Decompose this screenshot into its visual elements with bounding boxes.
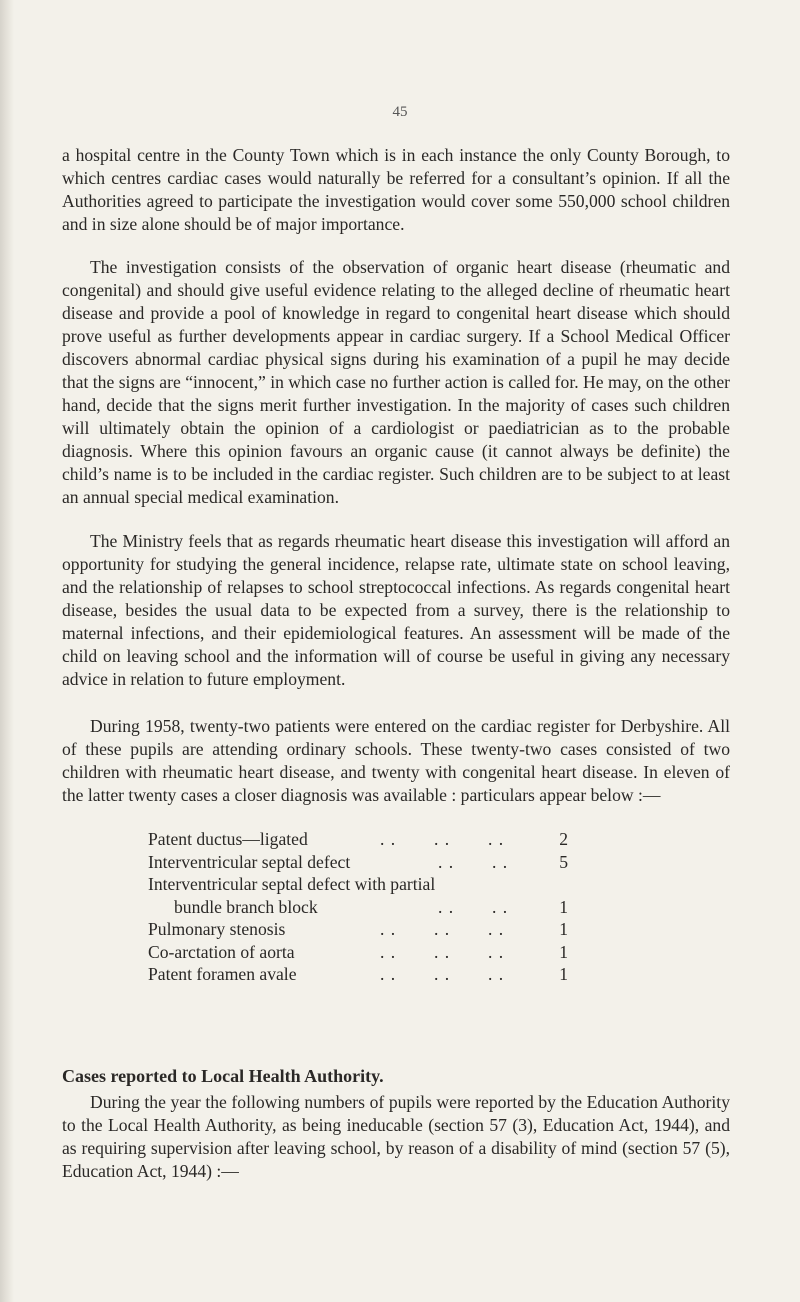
diagnosis-label: Patent ductus—ligated <box>148 829 308 849</box>
leader-dots: . . . . . . <box>380 964 505 984</box>
section-heading: Cases reported to Local Health Authority. <box>62 1066 384 1086</box>
leader-dots: . . . . . . <box>380 941 505 962</box>
page-binding-edge <box>0 0 14 1302</box>
list-item <box>148 851 568 874</box>
page-number: 45 <box>392 104 408 120</box>
list-item <box>148 828 568 851</box>
leader-dots: . . . . . . <box>380 919 505 939</box>
list-item <box>148 963 568 986</box>
leader-dots: . . . . . . <box>380 829 505 849</box>
diagnosis-label: Patent foramen avale <box>148 964 297 984</box>
list-item <box>148 941 568 964</box>
paragraph-3: The Ministry feels that as regards rheumatic heart disease this investigation will afford an opportunity for studying the general incidence, relapse rate, ultimate state on school leaving, and the relationship of relapses to school streptococcal infections. As regards congenital heart disease, besides the usual data to be expected from a survey, there is the relationship to maternal infections, and their epidemiological features. An assessment will be made of the child on leaving school and the information will of course be useful in giving any necessary advice in relation to future employment. <box>62 531 730 689</box>
paragraph-4: During 1958, twenty-two patients were entered on the cardiac register for Derbyshire. All of these pupils are attending ordinary schools. These twenty-two cases consisted of two children with rheumatic heart disease, and twenty with congenital heart disease. In eleven of the latter twenty cases a closer diagnosis was available : particulars appear below :— <box>62 716 730 805</box>
diagnosis-count: 2 <box>559 829 568 849</box>
list-item <box>148 918 568 941</box>
diagnosis-label: Pulmonary stenosis <box>148 919 286 939</box>
leader-dots: . . . . <box>438 896 509 917</box>
diagnosis-count: 1 <box>559 964 568 984</box>
diagnosis-count: 1 <box>559 919 568 939</box>
list-item <box>148 873 568 896</box>
leader-dots: . . . . <box>438 851 509 872</box>
diagnosis-label: Interventricular septal defect with partial <box>148 874 436 894</box>
paragraph-5: During the year the following numbers of pupils were reported by the Education Authority to the Local Health Authority, as being ineducable (section 57 (3), Education Act, 1944), and as requiring supervision after leaving school, by reason of a disability of mind (section 57 (5), Education Act, 1944) :— <box>62 1092 730 1181</box>
diagnosis-label: bundle branch block <box>174 896 318 917</box>
diagnosis-list <box>148 828 568 986</box>
diagnosis-count: 1 <box>559 941 568 962</box>
diagnosis-count: 5 <box>559 851 568 872</box>
diagnosis-count: 1 <box>559 896 568 917</box>
paragraph-1: a hospital centre in the County Town which is in each instance the only County Borough, to which centres cardiac cases would naturally be referred for a consultant’s opinion. If all the Authorities agreed to participate the investigation would cover some 550,000 school children and in size alone should be of major importance. <box>62 145 730 234</box>
list-item <box>148 896 568 919</box>
paragraph-2: The investigation consists of the observation of organic heart disease (rheumatic and congenital) and should give useful evidence relating to the alleged decline of rheumatic heart disease and provide a pool of knowledge in regard to congenital heart disease which should prove useful as further developments appear in cardiac surgery. If a School Medical Officer discovers abnormal cardiac physical signs during his examination of a pupil he may decide that the signs are “innocent,” in which case no further action is called for. He may, on the other hand, decide that the signs merit further investigation. In the majority of cases such children will ultimately obtain the opinion of a cardiologist or paediatrician as to the probable diagnosis. Where this opinion favours an organic cause (it cannot always be definite) the child’s name is to be included in the cardiac register. Such children are to be subject to at least an annual special medical examination. <box>62 257 730 507</box>
diagnosis-label: Co-arctation of aorta <box>148 941 295 962</box>
diagnosis-label: Interventricular septal defect <box>148 851 351 872</box>
